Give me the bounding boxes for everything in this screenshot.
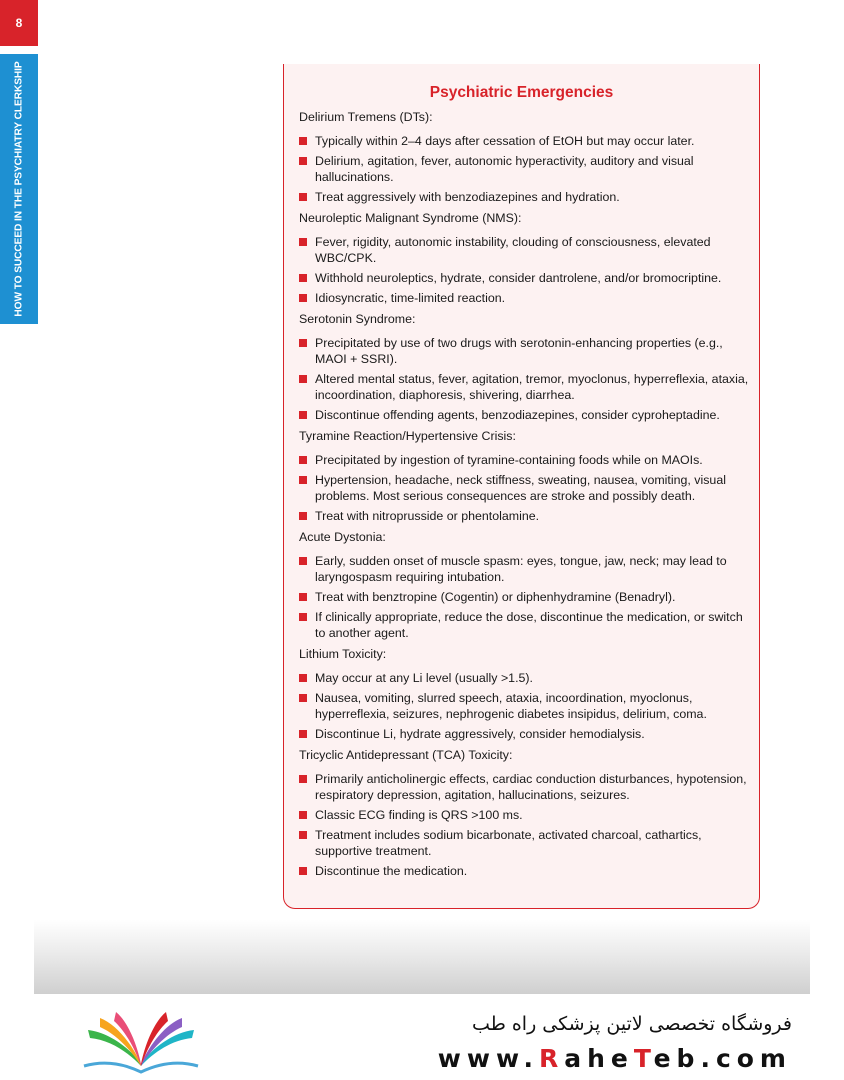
list-item [299,771,754,803]
list-item-text: Delirium, agitation, fever, autonomic hyperactivity, auditory and visual hallucinations. [315,154,694,184]
list-item-text: Discontinue the medication. [315,864,468,878]
square-bullet-icon [299,193,307,201]
section-heading: Tyramine Reaction/Hypertensive Crisis: [299,429,516,443]
url-part: www. [437,1044,539,1073]
box-content [299,109,754,884]
bullet-list [299,553,754,641]
url-part: T [633,1044,654,1073]
list-item-text: Altered mental status, fever, agitation, tremor, myoclonus, hyperreflexia, ataxia, incoordination, diaphoresis, shivering, diarrhea. [315,372,749,402]
list-item-text: Primarily anticholinergic effects, cardiac conduction disturbances, hypotension, respiratory depression, agitation, hallucinations, seizures. [315,772,747,802]
section-heading: Delirium Tremens (DTs): [299,110,433,124]
list-item-text: Classic ECG finding is QRS >100 ms. [315,808,523,822]
list-item-text: Typically within 2–4 days after cessation of EtOH but may occur later. [315,134,695,148]
side-title: HOW TO SUCCEED IN THE PSYCHIATRY CLERKSHIP [13,61,25,317]
url-part: ahe [564,1044,634,1073]
list-item [299,508,754,524]
list-item [299,827,754,859]
square-bullet-icon [299,811,307,819]
list-item [299,133,754,149]
book-logo-icon [78,1008,204,1074]
list-item-text: If clinically appropriate, reduce the dose, discontinue the medication, or switch to another agent. [315,610,743,640]
square-bullet-icon [299,476,307,484]
bullet-list [299,670,754,742]
square-bullet-icon [299,867,307,875]
url-part: R [538,1044,565,1073]
list-item [299,290,754,306]
emergencies-box [283,64,760,909]
square-bullet-icon [299,557,307,565]
list-item [299,589,754,605]
square-bullet-icon [299,674,307,682]
store-name: فروشگاه تخصصی لاتین پزشکی راه طب [472,1013,792,1035]
list-item-text: Discontinue offending agents, benzodiazepines, consider cyproheptadine. [315,408,720,422]
section-heading: Serotonin Syndrome: [299,312,416,326]
list-item-text: Treat aggressively with benzodiazepines and hydration. [315,190,620,204]
square-bullet-icon [299,137,307,145]
list-item-text: Treat with nitroprusside or phentolamine. [315,509,540,523]
list-item-text: Treat with benztropine (Cogentin) or diphenhydramine (Benadryl). [315,590,676,604]
list-item-text: Idiosyncratic, time-limited reaction. [315,291,506,305]
section-heading: Tricyclic Antidepressant (TCA) Toxicity: [299,748,513,762]
list-item-text: Fever, rigidity, autonomic instability, clouding of consciousness, elevated WBC/CPK. [315,235,711,265]
url-part: eb.com [653,1044,792,1073]
list-item [299,863,754,879]
list-item [299,726,754,742]
bullet-list [299,335,754,423]
list-item [299,335,754,367]
section-heading: Acute Dystonia: [299,530,386,544]
square-bullet-icon [299,339,307,347]
bullet-list [299,133,754,205]
list-item [299,234,754,266]
list-item-text: Discontinue Li, hydrate aggressively, consider hemodialysis. [315,727,645,741]
square-bullet-icon [299,411,307,419]
list-item-text: Treatment includes sodium bicarbonate, activated charcoal, cathartics, supportive treatment. [315,828,702,858]
square-bullet-icon [299,238,307,246]
square-bullet-icon [299,775,307,783]
section-heading: Lithium Toxicity: [299,647,387,661]
bullet-list [299,771,754,879]
square-bullet-icon [299,831,307,839]
bullet-list [299,234,754,306]
list-item [299,609,754,641]
list-item [299,270,754,286]
box-title: Psychiatric Emergencies [429,84,614,101]
list-item [299,690,754,722]
list-item-text: Hypertension, headache, neck stiffness, sweating, nausea, vomiting, visual problems. Most serious consequences are stroke and possibly death. [315,473,726,503]
square-bullet-icon [299,613,307,621]
square-bullet-icon [299,730,307,738]
store-url[interactable] [438,1044,792,1073]
list-item [299,407,754,423]
list-item [299,189,754,205]
square-bullet-icon [299,694,307,702]
list-item [299,153,754,185]
square-bullet-icon [299,294,307,302]
list-item-text: Early, sudden onset of muscle spasm: eyes, tongue, jaw, neck; may lead to laryngospasm requiring intubation. [315,554,727,584]
section-heading: Neuroleptic Malignant Syndrome (NMS): [299,211,522,225]
list-item [299,807,754,823]
list-item-text: Nausea, vomiting, slurred speech, ataxia, incoordination, myoclonus, hyperreflexia, seizures, nephrogenic diabetes insipidus, delirium, coma. [315,691,707,721]
list-item-text: Withhold neuroleptics, hydrate, consider dantrolene, and/or bromocriptine. [315,271,722,285]
list-item-text: Precipitated by ingestion of tyramine-containing foods while on MAOIs. [315,453,703,467]
list-item [299,553,754,585]
list-item-text: Precipitated by use of two drugs with serotonin-enhancing properties (e.g., MAOI + SSRI). [315,336,723,366]
page-number: 8 [0,0,38,46]
square-bullet-icon [299,157,307,165]
list-item [299,371,754,403]
list-item-text: May occur at any Li level (usually >1.5). [315,671,533,685]
square-bullet-icon [299,274,307,282]
list-item [299,472,754,504]
square-bullet-icon [299,593,307,601]
page-shadow [34,920,810,994]
square-bullet-icon [299,512,307,520]
square-bullet-icon [299,456,307,464]
list-item [299,670,754,686]
square-bullet-icon [299,375,307,383]
list-item [299,452,754,468]
bullet-list [299,452,754,524]
